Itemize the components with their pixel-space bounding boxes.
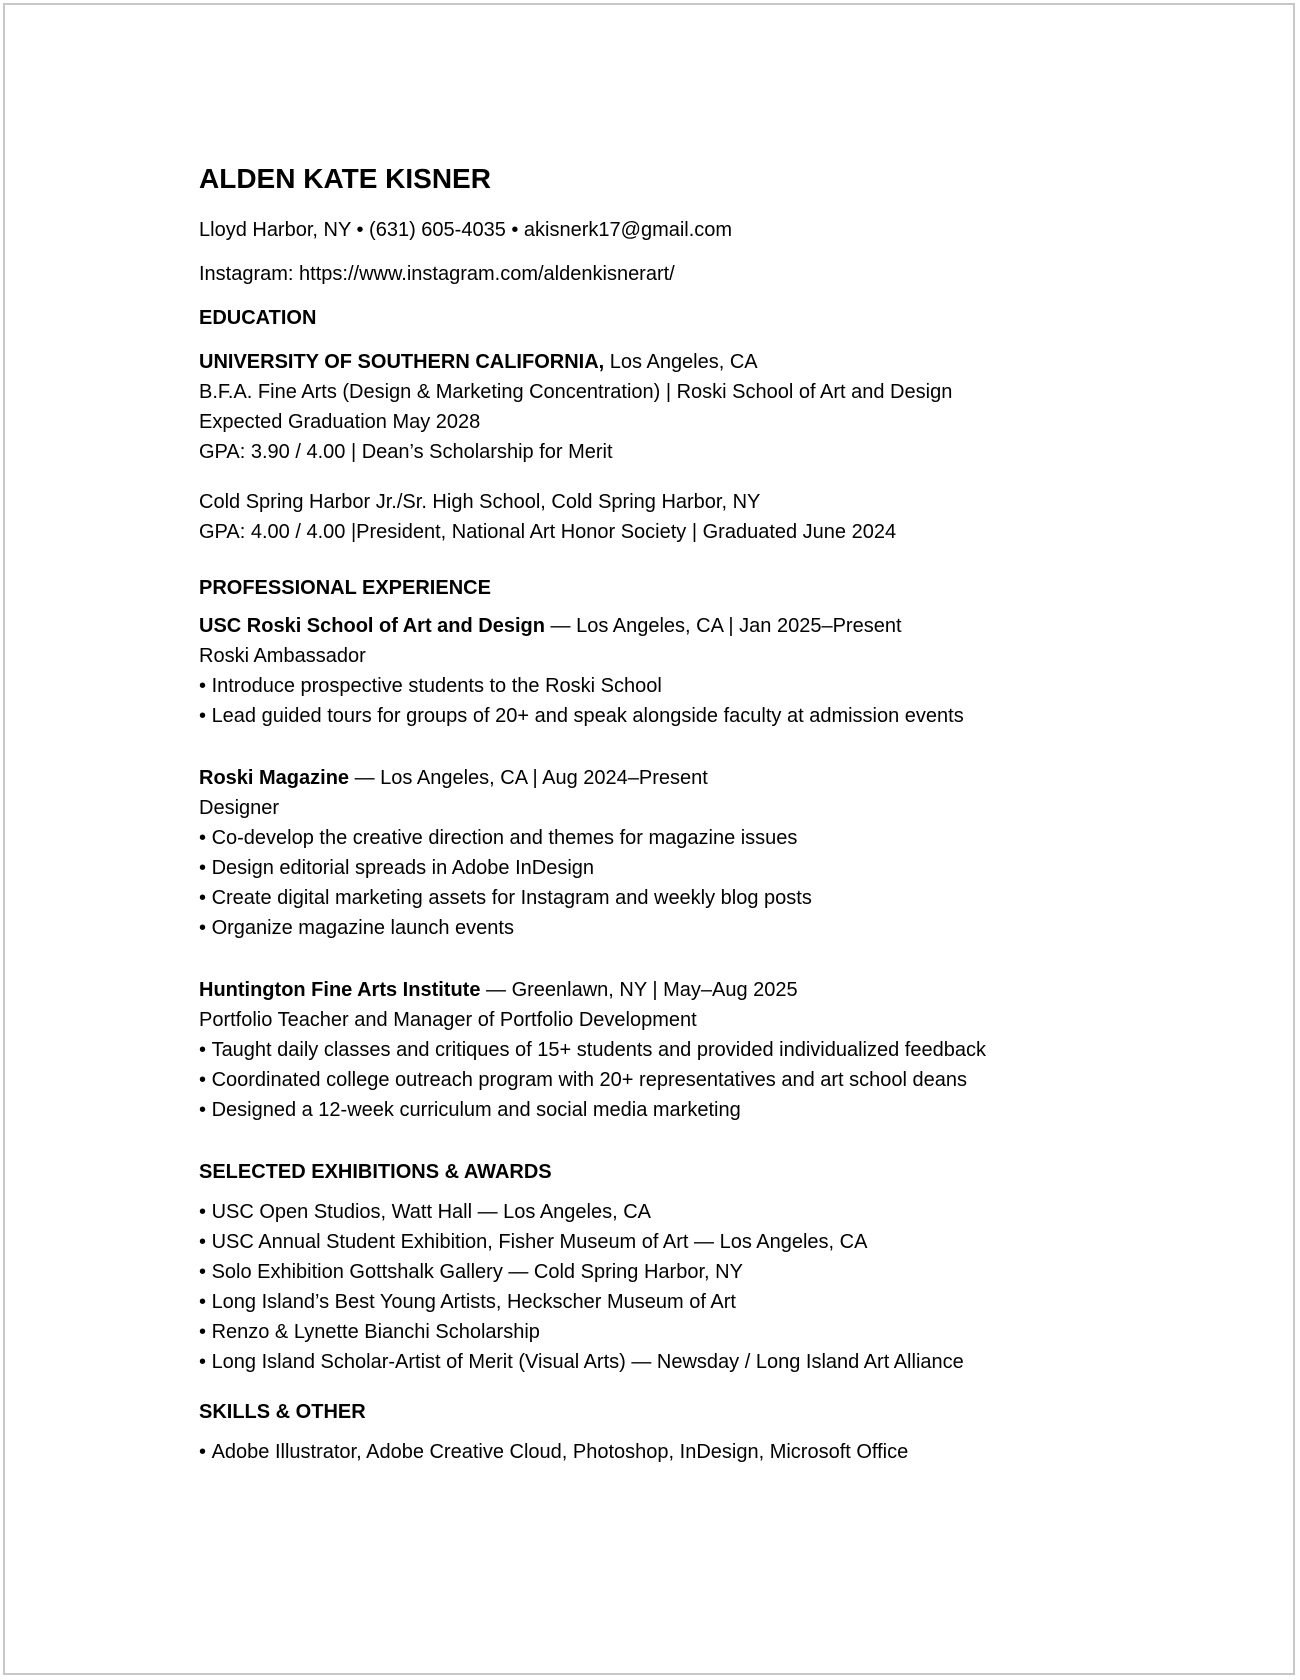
exhibition-item: • USC Annual Student Exhibition, Fisher Museum of Art — Los Angeles, CA bbox=[199, 1227, 1099, 1257]
job-org: USC Roski School of Art and Design bbox=[199, 615, 545, 637]
job-role: Portfolio Teacher and Manager of Portfolio Development bbox=[199, 1009, 697, 1031]
job-details: — Los Angeles, CA | Aug 2024–Present bbox=[349, 767, 708, 789]
job-header bbox=[199, 611, 1099, 641]
job-org: Huntington Fine Arts Institute bbox=[199, 979, 481, 1001]
education-usc bbox=[199, 347, 1099, 467]
exhibition-item: • Long Island Scholar-Artist of Merit (Visual Arts) — Newsday / Long Island Art Alliance bbox=[199, 1347, 1099, 1377]
job-bullet: • Designed a 12-week curriculum and social media marketing bbox=[199, 1095, 1099, 1125]
experience-heading: PROFESSIONAL EXPERIENCE bbox=[199, 577, 491, 599]
exhibition-item: • USC Open Studios, Watt Hall — Los Angeles, CA bbox=[199, 1197, 1099, 1227]
job-bullet: • Create digital marketing assets for Instagram and weekly blog posts bbox=[199, 883, 1099, 913]
highschool-name: Cold Spring Harbor Jr./Sr. High School, Cold Spring Harbor, NY bbox=[199, 491, 761, 513]
skills-list bbox=[199, 1437, 1099, 1467]
job-bullet: • Lead guided tours for groups of 20+ and speak alongside faculty at admission events bbox=[199, 701, 1099, 731]
resume-content bbox=[199, 161, 1099, 1467]
job-org: Roski Magazine bbox=[199, 767, 350, 789]
resume-name: ALDEN KATE KISNER bbox=[199, 163, 491, 194]
job-entry bbox=[199, 975, 1099, 1125]
usc-gpa: GPA: 3.90 / 4.00 | Dean’s Scholarship for Merit bbox=[199, 441, 613, 463]
job-header bbox=[199, 975, 1099, 1005]
job-header bbox=[199, 763, 1099, 793]
job-bullet: • Co-develop the creative direction and themes for magazine issues bbox=[199, 823, 1099, 853]
job-role: Roski Ambassador bbox=[199, 645, 366, 667]
skill-item: • Adobe Illustrator, Adobe Creative Cloud, Photoshop, InDesign, Microsoft Office bbox=[199, 1437, 1099, 1467]
usc-location: Los Angeles, CA bbox=[604, 351, 758, 373]
usc-school-name: UNIVERSITY OF SOUTHERN CALIFORNIA, bbox=[199, 351, 605, 373]
job-entry bbox=[199, 763, 1099, 943]
exhibition-item: • Renzo & Lynette Bianchi Scholarship bbox=[199, 1317, 1099, 1347]
highschool-gpa: GPA: 4.00 / 4.00 |President, National Art Honor Society | Graduated June 2024 bbox=[199, 521, 897, 543]
skills-heading: SKILLS & OTHER bbox=[199, 1401, 366, 1423]
exhibitions-heading: SELECTED EXHIBITIONS & AWARDS bbox=[199, 1161, 552, 1183]
job-role: Designer bbox=[199, 797, 280, 819]
education-heading: EDUCATION bbox=[199, 307, 317, 329]
document-page bbox=[3, 3, 1295, 1675]
contact-info: Lloyd Harbor, NY • (631) 605-4035 • akisnerk17@gmail.com bbox=[199, 219, 733, 241]
job-bullet: • Taught daily classes and critiques of 15+ students and provided individualized feedback bbox=[199, 1035, 1099, 1065]
job-bullet: • Organize magazine launch events bbox=[199, 913, 1099, 943]
job-bullet: • Design editorial spreads in Adobe InDesign bbox=[199, 853, 1099, 883]
job-details: — Los Angeles, CA | Jan 2025–Present bbox=[544, 615, 902, 637]
job-bullet: • Coordinated college outreach program with 20+ representatives and art school deans bbox=[199, 1065, 1099, 1095]
usc-degree: B.F.A. Fine Arts (Design & Marketing Concentration) | Roski School of Art and Design bbox=[199, 381, 953, 403]
education-highschool bbox=[199, 487, 1099, 547]
usc-school-line bbox=[199, 347, 1099, 377]
exhibition-item: • Solo Exhibition Gottshalk Gallery — Cold Spring Harbor, NY bbox=[199, 1257, 1099, 1287]
instagram-link: Instagram: https://www.instagram.com/aldenkisnerart/ bbox=[199, 263, 675, 285]
exhibition-item: • Long Island’s Best Young Artists, Heckscher Museum of Art bbox=[199, 1287, 1099, 1317]
exhibitions-list bbox=[199, 1197, 1099, 1377]
job-bullet: • Introduce prospective students to the Roski School bbox=[199, 671, 1099, 701]
job-details: — Greenlawn, NY | May–Aug 2025 bbox=[480, 979, 798, 1001]
job-entry bbox=[199, 611, 1099, 731]
usc-graduation: Expected Graduation May 2028 bbox=[199, 411, 481, 433]
